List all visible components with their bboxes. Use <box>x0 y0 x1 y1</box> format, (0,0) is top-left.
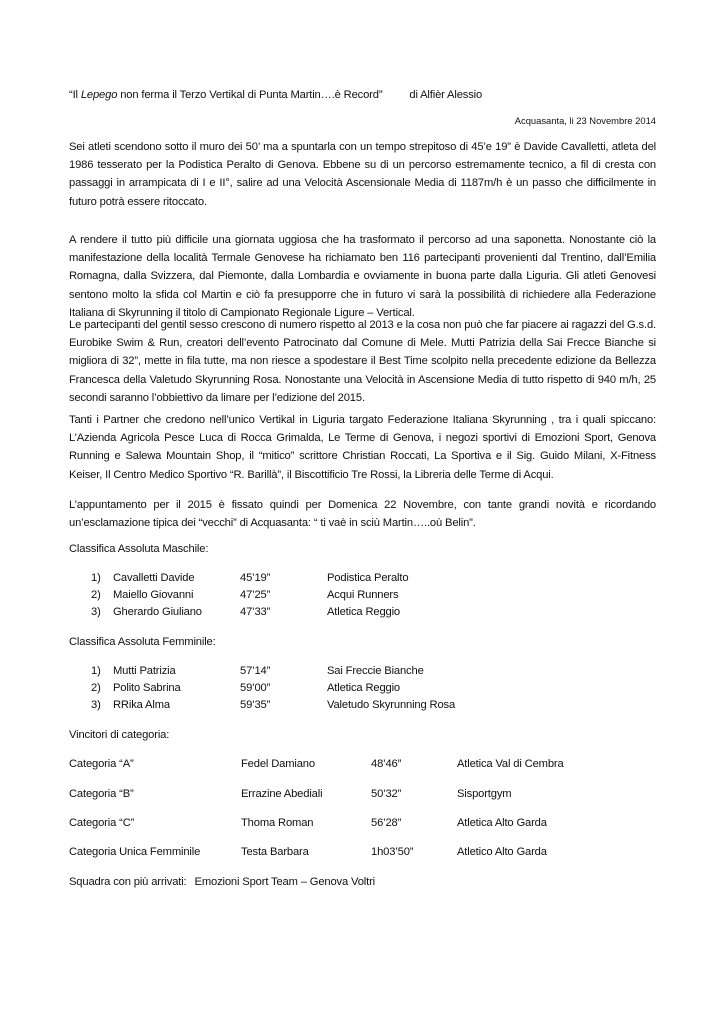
athlete-time: 47’33” <box>240 606 271 618</box>
athlete-time: 59’00” <box>240 682 271 694</box>
athlete-team: Podistica Peralto <box>327 572 409 584</box>
male-ranking-heading: Classifica Assoluta Maschile: <box>69 543 209 555</box>
article-title <box>69 89 482 101</box>
female-ranking-heading: Classifica Assoluta Femminile: <box>69 636 216 648</box>
title-prefix: “Il <box>69 89 81 101</box>
athlete-team: Acqui Runners <box>327 589 399 601</box>
article-date: Acquasanta, li 23 Novembre 2014 <box>514 115 656 126</box>
squad-value: Emozioni Sport Team – Genova Voltri <box>194 876 375 888</box>
rank-position: 2) <box>91 682 101 694</box>
athlete-time: 47’25” <box>240 589 271 601</box>
athlete-name: Gherardo Giuliano <box>113 606 202 618</box>
category-name: Categoria “A” <box>69 758 134 770</box>
athlete-team: Atletica Reggio <box>327 682 400 694</box>
athlete-team: Sisportgym <box>457 788 512 800</box>
athlete-time: 50’32” <box>371 788 402 800</box>
paragraph-1: Sei atleti scendono sotto il muro dei 50’ ma a spuntarla con un tempo strepitoso di 45’e 19” è Davide Cavalletti, atleta del 1986 tesserato per la Podistica Peralto di Genova. Ebbene su di un percorso estremamente tecnico, a fil di cresta con passaggi in arrampicata di I e II°, salire ad una Velocità Ascensionale Media di 1187m/h è un passo che difficilmente in futuro potrà essere ritoccato. <box>69 141 656 208</box>
paragraph-4: Tanti i Partner che credono nell’unico Vertikal in Liguria targato Federazione Italiana Skyrunning , tra i quali spiccano: L’Azienda Agricola Pesce Luca di Rocca Grimalda, Le Terme di Genova, i negozi sportivi di Emozioni Sport, Genova Running e Salewa Mountain Shop, il “mitico” scrittore Christian Roccati, La Sportiva e il Sig. Guido Milani, X-Fitness Keiser, Il Centro Medico Sportivo “R. Barillà”, il Biscottificio Tre Rossi, la Libreria delle Terme di Acqui. <box>69 414 656 481</box>
athlete-team: Atletica Val di Cembra <box>457 758 564 770</box>
paragraph-2: A rendere il tutto più difficile una giornata uggiosa che ha trasformato il percorso ad una saponetta. Nonostante ciò la manifestazione della località Termale Genovese ha richiamato ben 116 partecipanti provenienti dal Trentino, dall’Emilia Romagna, dalla Svizzera, dal Piemonte, dalla Lombardia e ovviamente in buona parte dalla Liguria. Gli atleti Genovesi sentono molto la sfida col Martin e ciò fa presupporre che in futuro vi sarà la possibilità di richiedere alla Federazione Italiana di Skyrunning il titolo di Campionato Regionale Ligure – Vertical. <box>69 234 656 319</box>
paragraph-5: L’appuntamento per il 2015 è fissato quindi per Domenica 22 Novembre, con tante grandi novità e ricordando un’esclamazione tipica dei “vecchi” di Acquasanta: “ ti vaè in sciù Martin…..où Belin”. <box>69 499 656 530</box>
athlete-time: 1h03’50” <box>371 846 414 858</box>
athlete-name: Cavalletti Davide <box>113 572 195 584</box>
rank-position: 1) <box>91 572 101 584</box>
athlete-time: 57’14” <box>240 665 271 677</box>
title-italic-word: Lepego <box>80 89 118 101</box>
athlete-name: Thoma Roman <box>241 817 314 829</box>
athlete-time: 59’35” <box>240 699 271 711</box>
athlete-team: Atletica Alto Garda <box>457 817 547 829</box>
title-suffix: non ferma il Terzo Vertikal di Punta Martin….è Record” <box>117 89 383 101</box>
category-name: Categoria Unica Femminile <box>69 846 201 858</box>
athlete-team: Sai Freccie Bianche <box>327 665 424 677</box>
athlete-name: Fedel Damiano <box>241 758 315 770</box>
rank-position: 3) <box>91 606 101 618</box>
athlete-team: Atletico Alto Garda <box>457 846 547 858</box>
squad-label: Squadra con più arrivati: <box>69 876 187 888</box>
athlete-time: 45’19” <box>240 572 271 584</box>
athlete-team: Valetudo Skyrunning Rosa <box>327 699 456 711</box>
athlete-name: Testa Barbara <box>241 846 309 858</box>
athlete-name: Mutti Patrizia <box>113 665 176 677</box>
category-winners-heading: Vincitori di categoria: <box>69 729 170 741</box>
athlete-time: 56’28” <box>371 817 402 829</box>
rank-position: 2) <box>91 589 101 601</box>
category-name: Categoria “B” <box>69 788 134 800</box>
rank-position: 1) <box>91 665 101 677</box>
athlete-name: Polito Sabrina <box>113 682 181 694</box>
athlete-name: RRika Alma <box>113 699 170 711</box>
athlete-team: Atletica Reggio <box>327 606 400 618</box>
category-name: Categoria “C” <box>69 817 135 829</box>
rank-position: 3) <box>91 699 101 711</box>
athlete-time: 48’46” <box>371 758 402 770</box>
athlete-name: Maiello Giovanni <box>113 589 194 601</box>
article-author: di Alfièr Alessio <box>409 89 483 101</box>
squad-line <box>69 876 375 888</box>
paragraph-3: Le partecipanti del gentil sesso crescono di numero rispetto al 2013 e la cosa non può che far piacere ai ragazzi del G.s.d. Eurobike Swim & Run, creatori dell’evento Patrocinato dal Comune di Mele. Mutti Patrizia della Sai Frecce Bianche si migliora di 32”, mette in fila tutte, ma non riesce a spodestare il Best Time scolpito nella precedente edizione da Bellezza Francesca della Valetudo Skyrunning Rosa. Nonostante una Velocità in Ascensione Media di tutto rispetto di 940 m/h, 25 secondi saranno l’obbiettivo da limare per l’edizione del 2015. <box>69 319 656 404</box>
athlete-name: Errazine Abediali <box>241 788 323 800</box>
